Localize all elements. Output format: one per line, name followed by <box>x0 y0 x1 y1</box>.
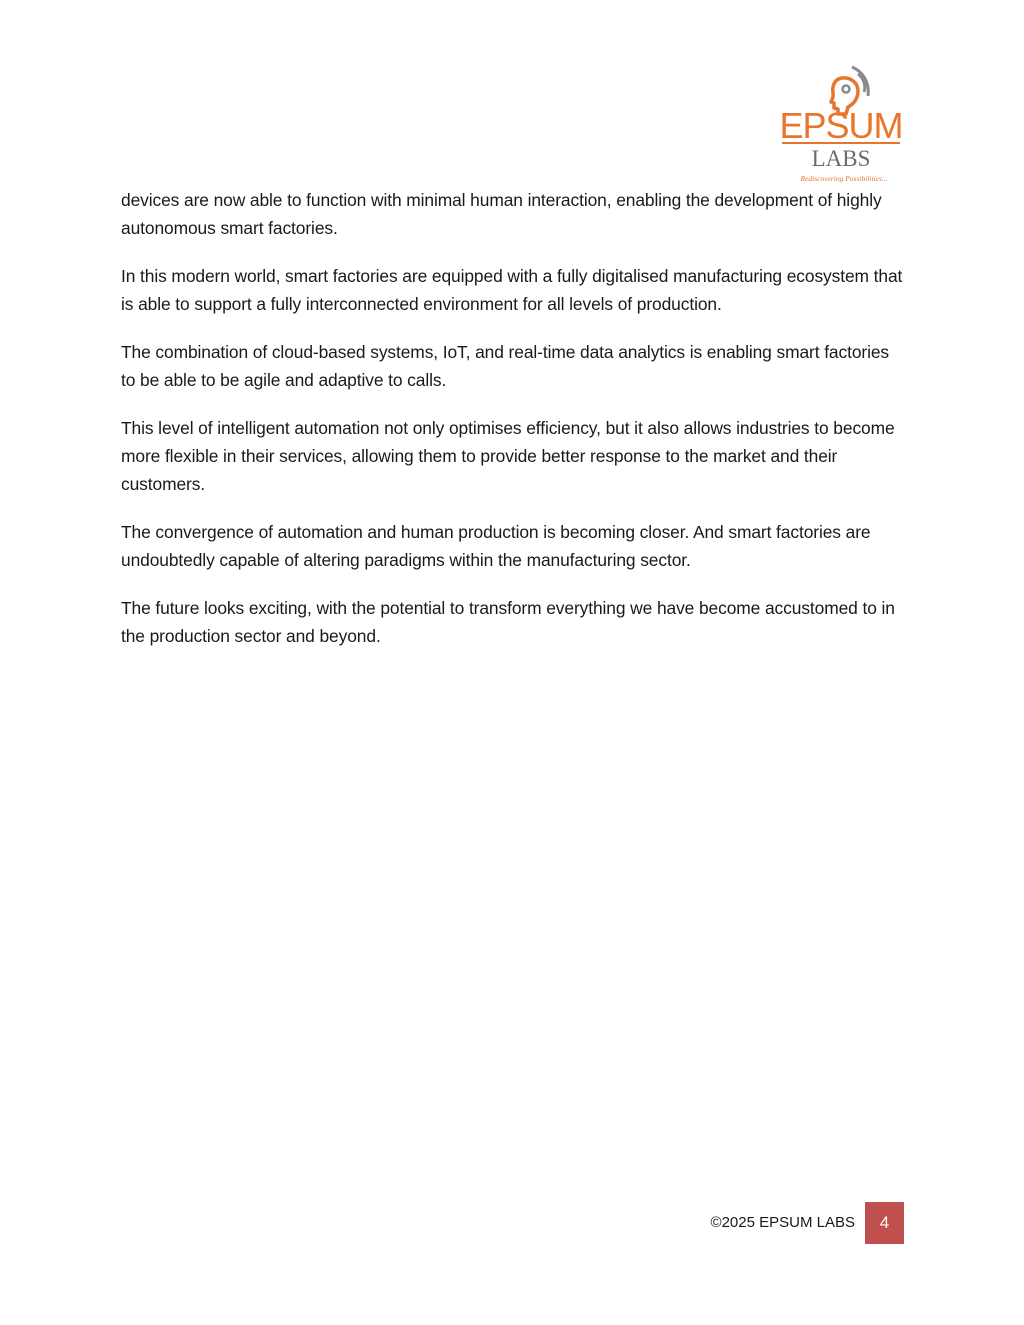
page-number: 4 <box>865 1202 904 1244</box>
copyright-notice: ©2025 EPSUM LABS <box>710 1214 855 1231</box>
paragraph: This level of intelligent automation not only optimises efficiency, but it also allows industries to become more flexible in their services, allowing them to provide better response to the market and their customers. <box>121 418 895 494</box>
page-footer <box>650 1202 904 1244</box>
paragraph: The future looks exciting, with the potential to transform everything we have become accustomed to in the production sector and beyond. <box>121 598 895 646</box>
document-body <box>121 186 907 670</box>
logo-tagline: Rediscovering Possibilities... <box>800 174 888 183</box>
paragraph: devices are now able to function with minimal human interaction, enabling the development of highly autonomous smart factories. <box>121 190 882 238</box>
logo-brand-bottom: LABS <box>811 146 871 171</box>
epsum-labs-logo <box>778 62 904 184</box>
logo-brand-top: EPSUM <box>779 105 903 146</box>
paragraph: The convergence of automation and human production is becoming closer. And smart factories are undoubtedly capable of altering paradigms within the manufacturing sector. <box>121 522 871 570</box>
paragraph: In this modern world, smart factories are equipped with a fully digitalised manufacturing ecosystem that is able to support a fully interconnected environment for all levels of production. <box>121 266 903 314</box>
paragraph: The combination of cloud-based systems, IoT, and real-time data analytics is enabling smart factories to be able to be agile and adaptive to calls. <box>121 342 890 390</box>
